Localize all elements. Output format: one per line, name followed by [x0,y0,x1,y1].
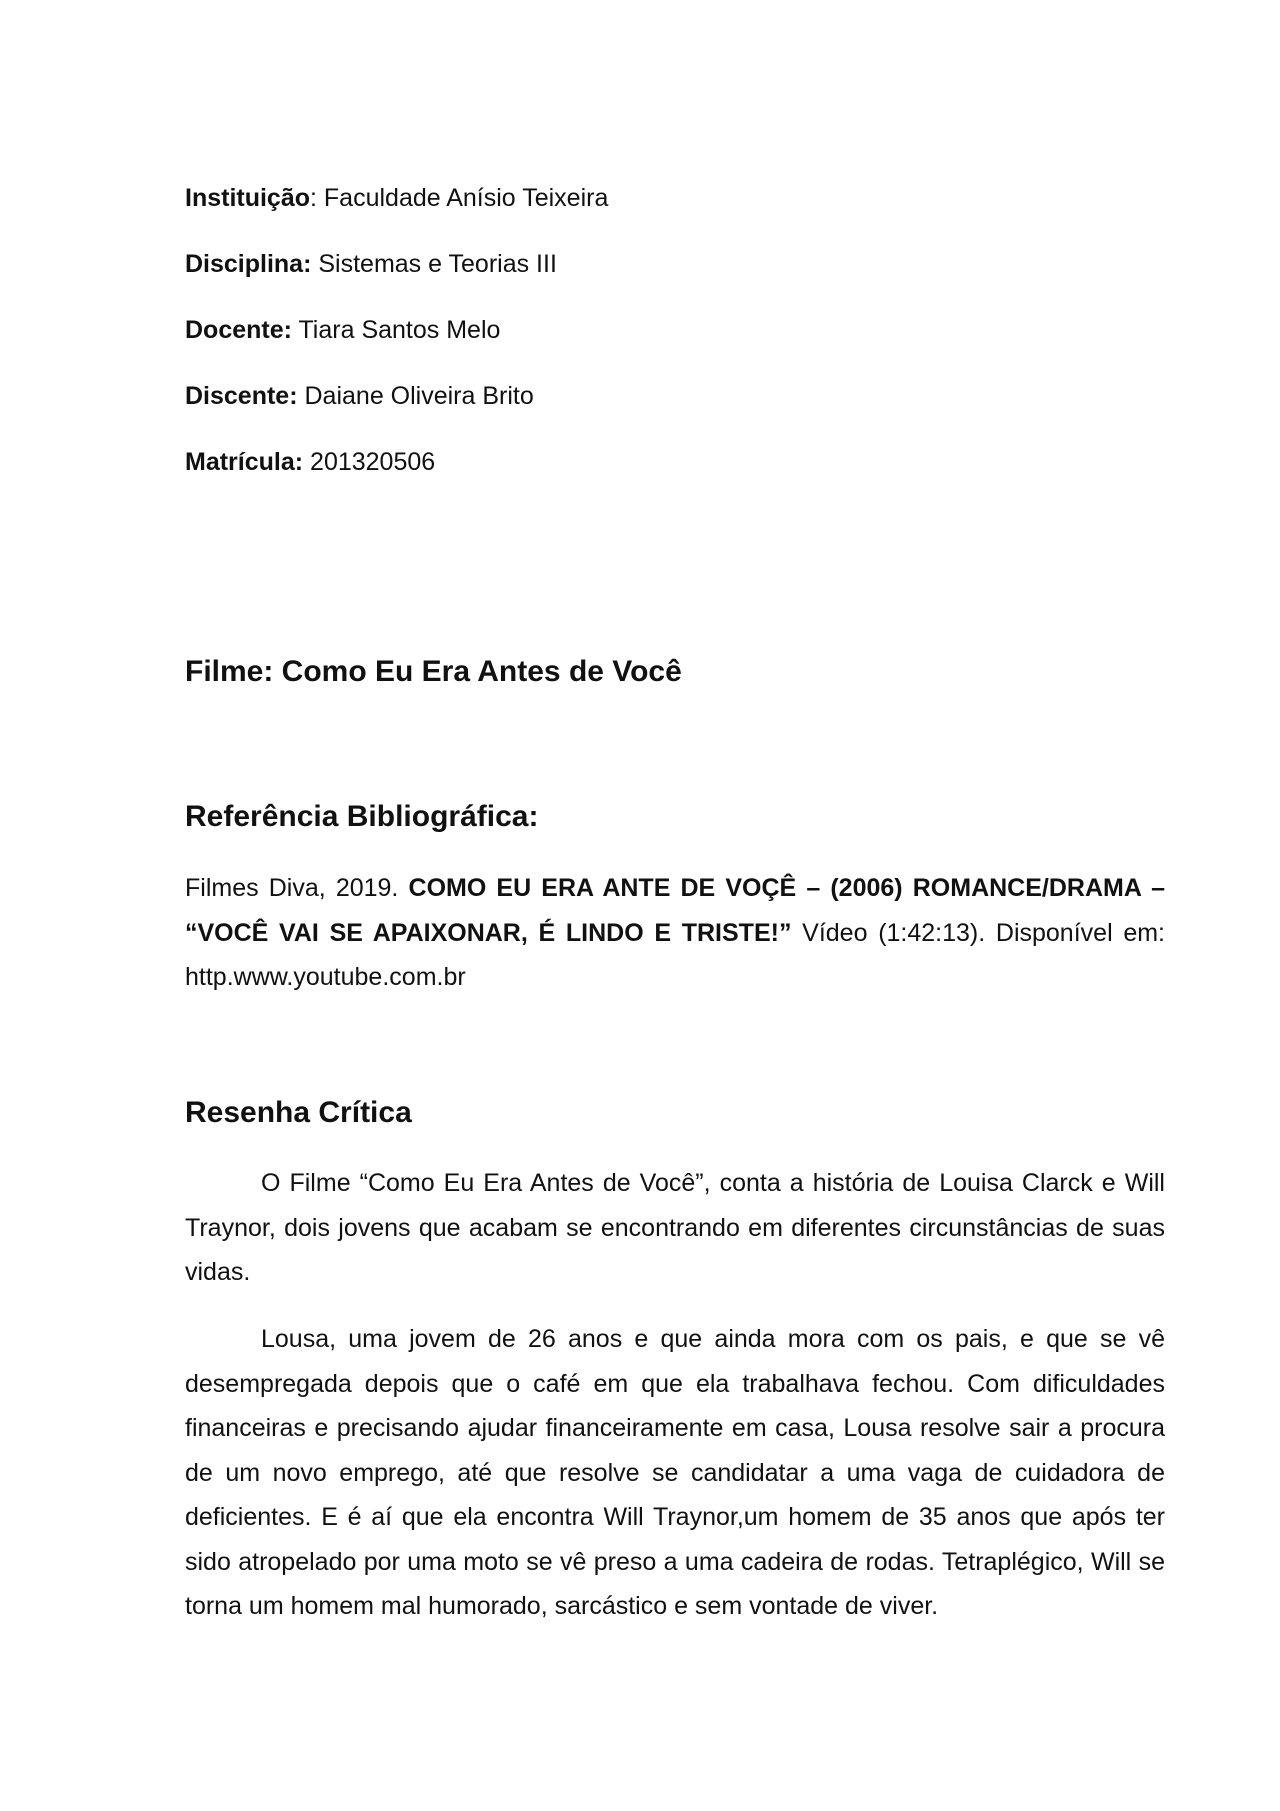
info-value: Faculdade Anísio Teixeira [316,184,609,212]
info-label: Disciplina: [185,250,312,278]
info-registration [185,447,435,477]
film-title: Filme: Como Eu Era Antes de Você [185,655,682,688]
review-paragraph: Lousa, uma jovem de 26 anos e que ainda mora com os pais, e que se vê desempregada depois que o café em que ela trabalhava fechou. Com dificuldades financeiras e precisando ajudar financeiramente em casa, Lousa resolve sair a procura de um novo emprego, até que resolve se candidatar a uma vaga de cuidadora de deficientes. E é aí que ela encontra Will Traynor,um homem de 35 anos que após ter sido atropelado por uma moto se vê preso a uma cadeira de rodas. Tetraplégico, Will se torna um homem mal humorado, sarcástico e sem vontade de viver. [185,1325,1165,1620]
citation-prefix: Filmes Diva, 2019. [185,874,409,902]
info-label: Instituição [185,184,311,212]
info-label: Matrícula: [185,448,304,476]
info-value: 201320506 [303,448,436,476]
review-paragraph: O Filme “Como Eu Era Antes de Você”, conta a história de Louisa Clarck e Will Traynor, dois jovens que acabam se encontrando em diferentes circunstâncias de suas vidas. [185,1169,1165,1286]
info-teacher [185,315,500,345]
info-label: Discente: [185,382,298,410]
reference-citation [185,866,1165,1000]
review-heading: Resenha Crítica [185,1096,412,1129]
info-value: Tiara Santos Melo [291,316,501,344]
citation-suffix: Vídeo (1:42:13). Disponível em: http.www.youtube.com.br [185,918,1165,991]
info-student [185,381,534,411]
reference-heading: Referência Bibliográfica: [185,800,539,833]
info-value: Daiane Oliveira Brito [297,382,534,410]
info-institution [185,183,608,213]
info-separator: : [310,184,317,212]
info-value: Sistemas e Teorias III [311,250,557,278]
citation-title: COMO EU ERA ANTE DE VOÇÊ – (2006) ROMANCE/DRAMA – “VOCÊ VAI SE APAIXONAR, É LINDO E TRISTE!” [185,874,1166,947]
info-discipline [185,249,557,279]
info-label: Docente: [185,316,292,344]
